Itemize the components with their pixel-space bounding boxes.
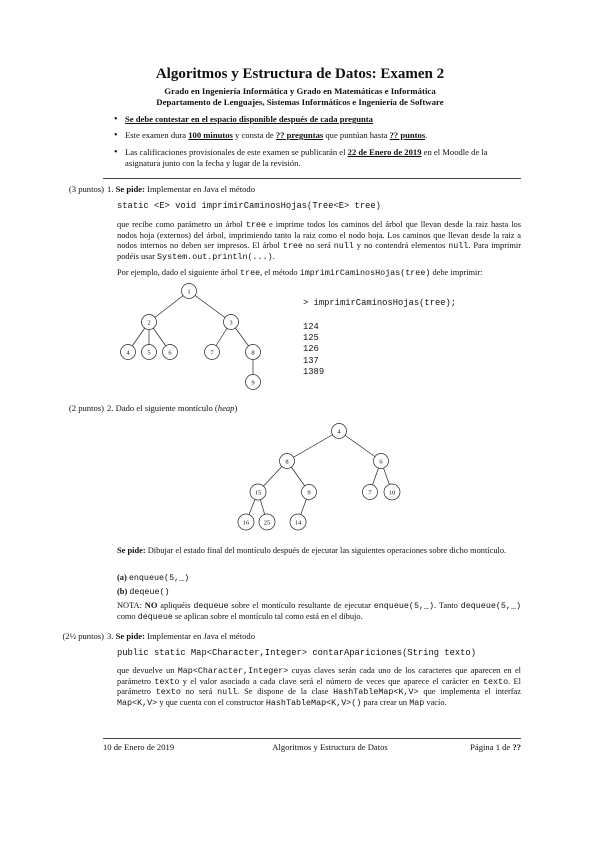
heap-node-label: 14	[294, 519, 302, 527]
q2-op-b: (b) deqeue()	[117, 587, 170, 597]
q3-points: (2½ puntos)	[62, 631, 104, 641]
q2-op-a: (a) enqueue(5,_)	[117, 573, 190, 583]
heap-node-label: 6	[379, 458, 383, 466]
exam-duration: 100 minutos	[188, 130, 233, 140]
q1-heading: 1. Se pide: Implementar en Java el método	[107, 184, 255, 194]
bullet-icon: •	[114, 130, 118, 141]
heap-node-label: 15	[254, 489, 262, 497]
q3-heading: 3. Se pide: Implementar en Java el método	[107, 631, 255, 641]
tree-node-label: 6	[168, 349, 172, 357]
output-line: 125	[303, 333, 319, 344]
degree-line: Grado en Ingeniería Informática y Grado en Matemáticas e Informática	[164, 86, 436, 96]
heap-node-label: 16	[242, 519, 250, 527]
tree-node-label: 9	[251, 379, 255, 387]
publication-date: 22 de Enero de 2019	[347, 147, 422, 157]
output-line: 1389	[303, 366, 325, 377]
q1-output-command: > imprimirCaminosHojas(tree);	[303, 298, 457, 308]
footer-course: Algoritmos y Estructura de Datos	[272, 742, 388, 752]
q2-heading: 2. Dado el siguiente montículo (heap)	[107, 403, 238, 413]
q1-output-lines	[303, 322, 324, 378]
footer-divider	[103, 738, 521, 739]
output-line: 137	[303, 355, 319, 366]
total-points: ?? puntos	[389, 130, 426, 140]
instruction-1-text: Se debe contestar en el espacio disponible después de cada pregunta	[125, 114, 373, 124]
question-count: ?? preguntas	[275, 130, 324, 140]
tree-node-label: 7	[210, 349, 214, 357]
q1-description: que recibe como parámetro un árbol tree e imprime todos los caminos del árbol que llevan desde la raiz hasta los nodos hoja (externos) del árbol, imprimiendo tanto la raiz como el nodo hoja. Los caminos que llevan desde la raiz a nodos internos no deben ser impresos. El árbol tree no será null y no contendrá elementos null. Para imprimir podéis usar System.out.println(...).	[117, 220, 521, 262]
output-line: 126	[303, 344, 319, 355]
tree-node-label: 4	[126, 349, 130, 357]
q1-signature: static <E> void imprimirCaminosHojas(Tree<E> tree)	[117, 201, 381, 211]
tree-node-label: 3	[229, 319, 233, 327]
q3-signature: public static Map<Character,Integer> contarApariciones(String texto)	[117, 648, 476, 658]
heap-node-label: 9	[307, 489, 311, 497]
q1-points: (3 puntos)	[68, 184, 104, 194]
bullet-icon: •	[114, 114, 118, 125]
tree-node-label: 1	[187, 288, 191, 296]
footer-page: Página 1 de ??	[470, 742, 521, 752]
tree-node-label: 8	[251, 349, 255, 357]
heap-node-label: 10	[388, 489, 396, 497]
tree-node-label: 2	[147, 319, 151, 327]
heap-node-label: 7	[368, 489, 372, 497]
q2-points: (2 puntos)	[68, 403, 104, 413]
instruction-2: • Este examen dura 100 minutos y consta de ?? preguntas que puntúan hasta ?? puntos.	[114, 130, 428, 141]
output-line: 124	[303, 322, 319, 332]
footer-date: 10 de Enero de 2019	[103, 742, 175, 752]
q2-note: NOTA: NO apliquéis dequeue sobre el montículo resultante de ejecutar enqueue(5,_). Tanto dequeue(5,_) como dequeue se aplican sobre el montículo tal como está en el dibujo.	[117, 601, 521, 622]
heap-node-label: 8	[285, 458, 289, 466]
q1-example: Por ejemplo, dado el siguiente árbol tree, el método imprimirCaminosHojas(tree) debe imprimir:	[117, 268, 483, 278]
q2-task: Se pide: Dibujar el estado final del montículo después de ejecutar las siguientes operaciones sobre dicho montículo.	[117, 546, 507, 555]
exam-title: Algoritmos y Estructura de Datos: Examen 2	[155, 66, 445, 82]
instruction-3: • Las calificaciones provisionales de este examen se publicarán el 22 de Enero de 2019 en el Moodle de la asignatura junto con la fecha y lugar de la revisión.	[114, 147, 488, 168]
bullet-icon: •	[114, 147, 118, 158]
heap-node-label: 25	[263, 519, 271, 527]
department-line: Departamento de Lenguajes, Sistemas Informáticos e Ingeniería de Software	[156, 97, 444, 107]
tree-node-label: 5	[147, 349, 151, 357]
q3-description: que devuelve un Map<Character,Integer> cuyas claves serán cada uno de los caracteres que aparecen en el parámetro texto y el valor asociado a cada clave será el número de veces que aparece el carácter en texto. El parámetro texto no será null. Se dispone de la clase HashTableMap<K,V> que implementa el interfaz Map<K,V> y que cuenta con el constructor HashTableMap<K,V>() para crear un Map vacío.	[117, 666, 521, 708]
heap-node-label: 4	[337, 428, 341, 436]
